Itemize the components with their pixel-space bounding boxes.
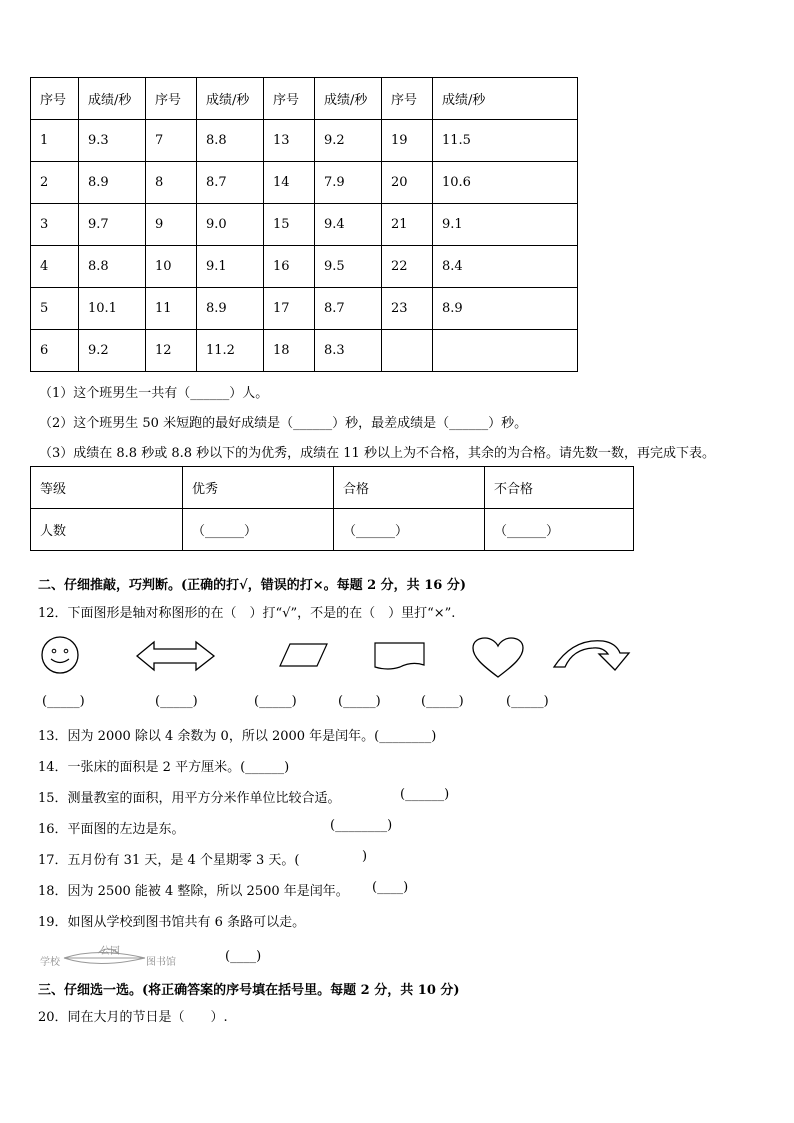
smiley-face-shape xyxy=(40,636,82,676)
sub-question-1: （1）这个班男生一共有（______）人。 xyxy=(39,386,269,401)
grade-count-cell: （______） xyxy=(485,509,634,551)
score-cell: 12 xyxy=(146,330,197,372)
score-cell: 9.1 xyxy=(433,204,578,246)
score-cell: 9.0 xyxy=(197,204,264,246)
question-19: 19．如图从学校到图书馆共有 6 条路可以走。 xyxy=(38,915,306,930)
grade-count-cell: 人数 xyxy=(31,509,183,551)
score-cell: 11.2 xyxy=(197,330,264,372)
score-cell: 1 xyxy=(31,120,79,162)
score-cell: 10.1 xyxy=(79,288,146,330)
score-cell: 2 xyxy=(31,162,79,204)
score-header-cell: 序号 xyxy=(31,78,79,120)
score-cell: 6 xyxy=(31,330,79,372)
score-cell: 8.9 xyxy=(197,288,264,330)
parallelogram-shape xyxy=(279,643,329,668)
score-cell: 9.7 xyxy=(79,204,146,246)
question-12: 12．下面图形是轴对称图形的在（ ）打“√”，不是的在（ ）里打“×”. xyxy=(38,606,456,621)
score-cell: 7 xyxy=(146,120,197,162)
score-header-cell: 成绩/秒 xyxy=(315,78,382,120)
question-15-blank[interactable]: (______) xyxy=(400,787,450,802)
score-cell: 11 xyxy=(146,288,197,330)
shape-answer-blank[interactable]: (_____) xyxy=(338,694,381,709)
grade-header-cell: 等级 xyxy=(31,467,183,509)
score-cell: 8.7 xyxy=(315,288,382,330)
score-table-row xyxy=(31,120,578,162)
score-cell: 10.6 xyxy=(433,162,578,204)
score-cell: 9.3 xyxy=(79,120,146,162)
grade-table xyxy=(30,466,634,551)
score-header-cell: 序号 xyxy=(264,78,315,120)
curved-arrow-shape xyxy=(553,637,633,673)
score-cell: 3 xyxy=(31,204,79,246)
grade-header-cell: 不合格 xyxy=(485,467,634,509)
score-header-row xyxy=(31,78,578,120)
score-cell xyxy=(433,330,578,372)
shape-answer-blank[interactable]: (_____) xyxy=(42,694,85,709)
score-cell: 9.2 xyxy=(315,120,382,162)
score-cell: 23 xyxy=(382,288,433,330)
score-cell xyxy=(382,330,433,372)
map-label-school: 学校 xyxy=(40,957,60,968)
score-header-cell: 序号 xyxy=(382,78,433,120)
score-cell: 20 xyxy=(382,162,433,204)
score-cell: 8.9 xyxy=(79,162,146,204)
score-cell: 13 xyxy=(264,120,315,162)
heart-shape xyxy=(472,637,524,679)
score-cell: 19 xyxy=(382,120,433,162)
question-18: 18．因为 2500 能被 4 整除，所以 2500 年是闰年。 xyxy=(38,884,349,899)
score-table-row xyxy=(31,162,578,204)
score-cell: 8 xyxy=(146,162,197,204)
question-16: 16．平面图的左边是东。 xyxy=(38,822,185,837)
map-label-library: 图书馆 xyxy=(146,957,176,968)
score-cell: 8.9 xyxy=(433,288,578,330)
score-table-row xyxy=(31,204,578,246)
score-cell: 9 xyxy=(146,204,197,246)
score-header-cell: 序号 xyxy=(146,78,197,120)
score-table-row xyxy=(31,288,578,330)
shape-answer-blank[interactable]: (_____) xyxy=(506,694,549,709)
score-header-cell: 成绩/秒 xyxy=(197,78,264,120)
score-cell: 9.4 xyxy=(315,204,382,246)
score-cell: 9.5 xyxy=(315,246,382,288)
score-cell: 8.7 xyxy=(197,162,264,204)
question-13: 13．因为 2000 除以 4 余数为 0，所以 2000 年是闰年。(________) xyxy=(38,729,437,744)
grade-count-row xyxy=(31,509,634,551)
sub-question-3: （3）成绩在 8.8 秒或 8.8 秒以下的为优秀，成绩在 11 秒以上为不合格，其余的为合格。请先数一数，再完成下表。 xyxy=(39,446,715,461)
section-2-title: 二、仔细推敲，巧判断。(正确的打√，错误的打×。每题 2 分，共 16 分) xyxy=(38,578,466,593)
score-cell: 21 xyxy=(382,204,433,246)
question-17-blank[interactable]: ) xyxy=(362,849,368,864)
score-table xyxy=(30,77,578,372)
score-cell: 8.3 xyxy=(315,330,382,372)
question-17: 17．五月份有 31 天，是 4 个星期零 3 天。( xyxy=(38,853,300,868)
score-cell: 8.4 xyxy=(433,246,578,288)
sub-question-2: （2）这个班男生 50 米短跑的最好成绩是（______）秒，最差成绩是（______）秒。 xyxy=(39,416,528,431)
score-cell: 7.9 xyxy=(315,162,382,204)
grade-header-cell: 合格 xyxy=(334,467,485,509)
score-header-cell: 成绩/秒 xyxy=(79,78,146,120)
score-cell: 8.8 xyxy=(79,246,146,288)
score-cell: 15 xyxy=(264,204,315,246)
grade-header-cell: 优秀 xyxy=(183,467,334,509)
map-label-park: 公园 xyxy=(100,946,120,957)
flag-shape xyxy=(374,641,426,671)
question-15: 15．测量教室的面积，用平方分米作单位比较合适。 xyxy=(38,791,341,806)
double-arrow-shape xyxy=(136,640,216,672)
score-cell: 22 xyxy=(382,246,433,288)
grade-header-row xyxy=(31,467,634,509)
shape-answer-blank[interactable]: (_____) xyxy=(254,694,297,709)
question-18-blank[interactable]: (____) xyxy=(372,880,409,895)
grade-count-cell: （______） xyxy=(334,509,485,551)
grade-count-cell: （______） xyxy=(183,509,334,551)
question-19-blank[interactable]: (____) xyxy=(225,949,262,964)
question-20: 20．同在大月的节日是（ ）. xyxy=(38,1010,228,1025)
score-cell: 8.8 xyxy=(197,120,264,162)
score-table-row xyxy=(31,330,578,372)
question-14: 14．一张床的面积是 2 平方厘米。(______) xyxy=(38,760,290,775)
score-cell: 9.1 xyxy=(197,246,264,288)
score-cell: 18 xyxy=(264,330,315,372)
score-cell: 9.2 xyxy=(79,330,146,372)
score-cell: 10 xyxy=(146,246,197,288)
score-table-row xyxy=(31,246,578,288)
score-cell: 11.5 xyxy=(433,120,578,162)
score-cell: 16 xyxy=(264,246,315,288)
question-16-blank[interactable]: (________) xyxy=(330,818,393,833)
shape-answer-blank[interactable]: (_____) xyxy=(155,694,198,709)
score-cell: 4 xyxy=(31,246,79,288)
score-cell: 17 xyxy=(264,288,315,330)
score-cell: 5 xyxy=(31,288,79,330)
shape-answer-blank[interactable]: (_____) xyxy=(421,694,464,709)
section-3-title: 三、仔细选一选。(将正确答案的序号填在括号里。每题 2 分，共 10 分) xyxy=(38,983,460,998)
score-header-cell: 成绩/秒 xyxy=(433,78,578,120)
score-cell: 14 xyxy=(264,162,315,204)
